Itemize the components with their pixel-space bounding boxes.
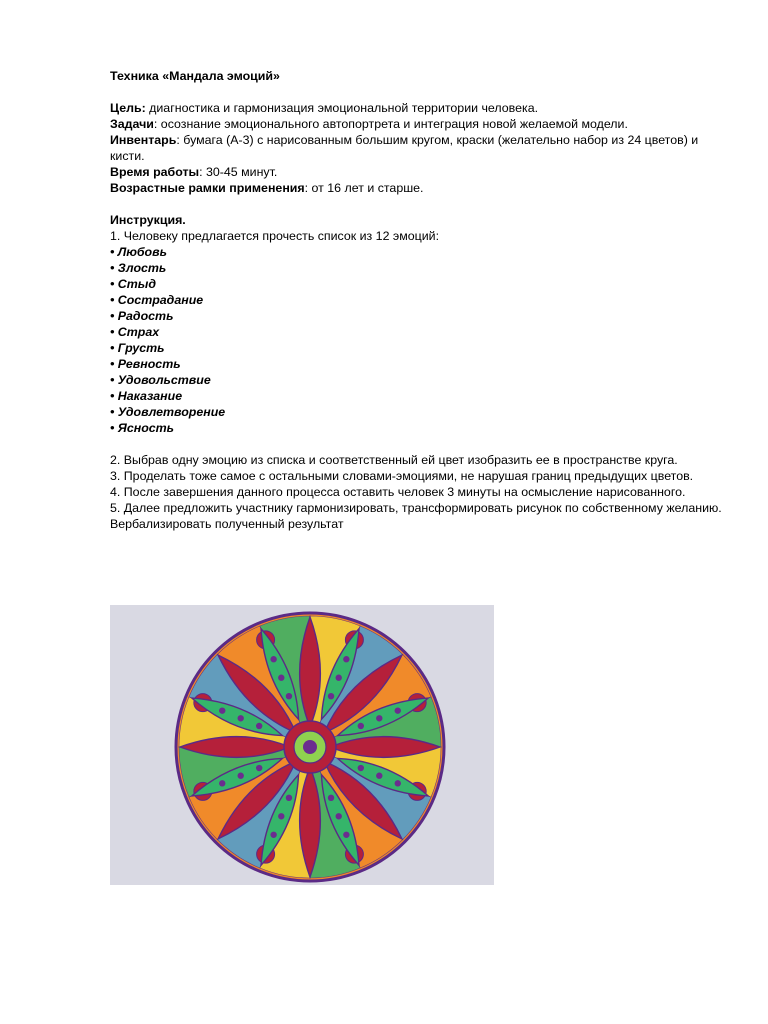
time-text: : 30-45 минут. [199,165,278,179]
mandala-drawing [110,605,494,885]
emotion-item: • Стыд [110,277,156,291]
mandala-petal-dot [395,707,401,713]
mandala-petal-dot [238,715,244,721]
instruction-heading [110,212,730,228]
emotion-item: • Любовь [110,245,167,259]
mandala-petal-dot [328,693,334,699]
mandala-petal-dot [256,723,262,729]
step-1: 1. Человеку предлагается прочесть список из 12 эмоций: [110,229,440,243]
time-line [110,164,730,180]
mandala-petal-dot [376,715,382,721]
mandala-petal-dot [270,656,276,662]
inventory-text: : бумага (А-3) с нарисованным большим кругом, краски (желательно набор из 24 цветов) и кисти. [110,133,699,163]
tasks-label: Задачи [110,117,154,131]
mandala-petal-dot [219,707,225,713]
emotion-item: • Наказание [110,389,183,403]
goal-text: диагностика и гармонизация эмоциональной территории человека. [145,101,539,115]
mandala-petal-dot [395,780,401,786]
mandala-petal-dot [278,675,284,681]
mandala-petal-dot [286,693,292,699]
step-3: 3. Проделать тоже самое с остальными словами-эмоциями, не нарушая границ предыдущих цветов. [110,469,694,483]
mandala-petal-dot [358,765,364,771]
emotion-item: • Ревность [110,357,181,371]
age-label: Возрастные рамки применения [110,181,305,195]
mandala-petal-dot [328,795,334,801]
emotion-item: • Радость [110,309,174,323]
age-line [110,180,730,196]
emotion-item: • Злость [110,261,167,275]
instruction-heading-text: Инструкция. [110,213,186,227]
step-4: 4. После завершения данного процесса оставить человек 3 минуты на осмысление нарисованного. [110,485,686,499]
goal-label: Цель: [110,101,146,115]
emotion-item: • Грусть [110,341,165,355]
mandala-petal-dot [278,813,284,819]
mandala-petal-dot [238,773,244,779]
step-2: 2. Выбрав одну эмоцию из списка и соответственный ей цвет изобразить ее в пространстве круга. [110,453,678,467]
emotion-item: • Сострадание [110,293,204,307]
tasks-text: : осознание эмоционального автопортрета и интеграция новой желаемой модели. [153,117,628,131]
mandala-petal-dot [343,832,349,838]
time-label: Время работы [110,165,200,179]
emotion-item: • Ясность [110,421,175,435]
mandala-photo [110,605,494,885]
emotion-item: • Удовольствие [110,373,211,387]
mandala-petal-dot [336,813,342,819]
document-body [110,68,730,532]
goal-line [110,100,730,116]
inventory-label: Инвентарь [110,133,177,147]
closing-line: Вербализировать полученный результат [110,517,344,531]
tasks-line [110,116,730,132]
age-text: : от 16 лет и старше. [304,181,424,195]
mandala-petal-dot [343,656,349,662]
mandala-petal-dot [358,723,364,729]
inventory-line [110,132,730,164]
step-5: 5. Далее предложить участнику гармонизировать, трансформировать рисунок по собственному желанию. [110,501,722,515]
mandala-petal-dot [376,773,382,779]
mandala-petal-dot [219,780,225,786]
mandala-petal-dot [336,675,342,681]
emotion-item: • Страх [110,325,160,339]
mandala-center-dot [303,740,317,754]
mandala-petal-dot [256,765,262,771]
mandala-petal-dot [286,795,292,801]
mandala-petal-dot [270,832,276,838]
emotion-item: • Удовлетворение [110,405,226,419]
document-title: Техника «Мандала эмоций» [110,69,280,83]
